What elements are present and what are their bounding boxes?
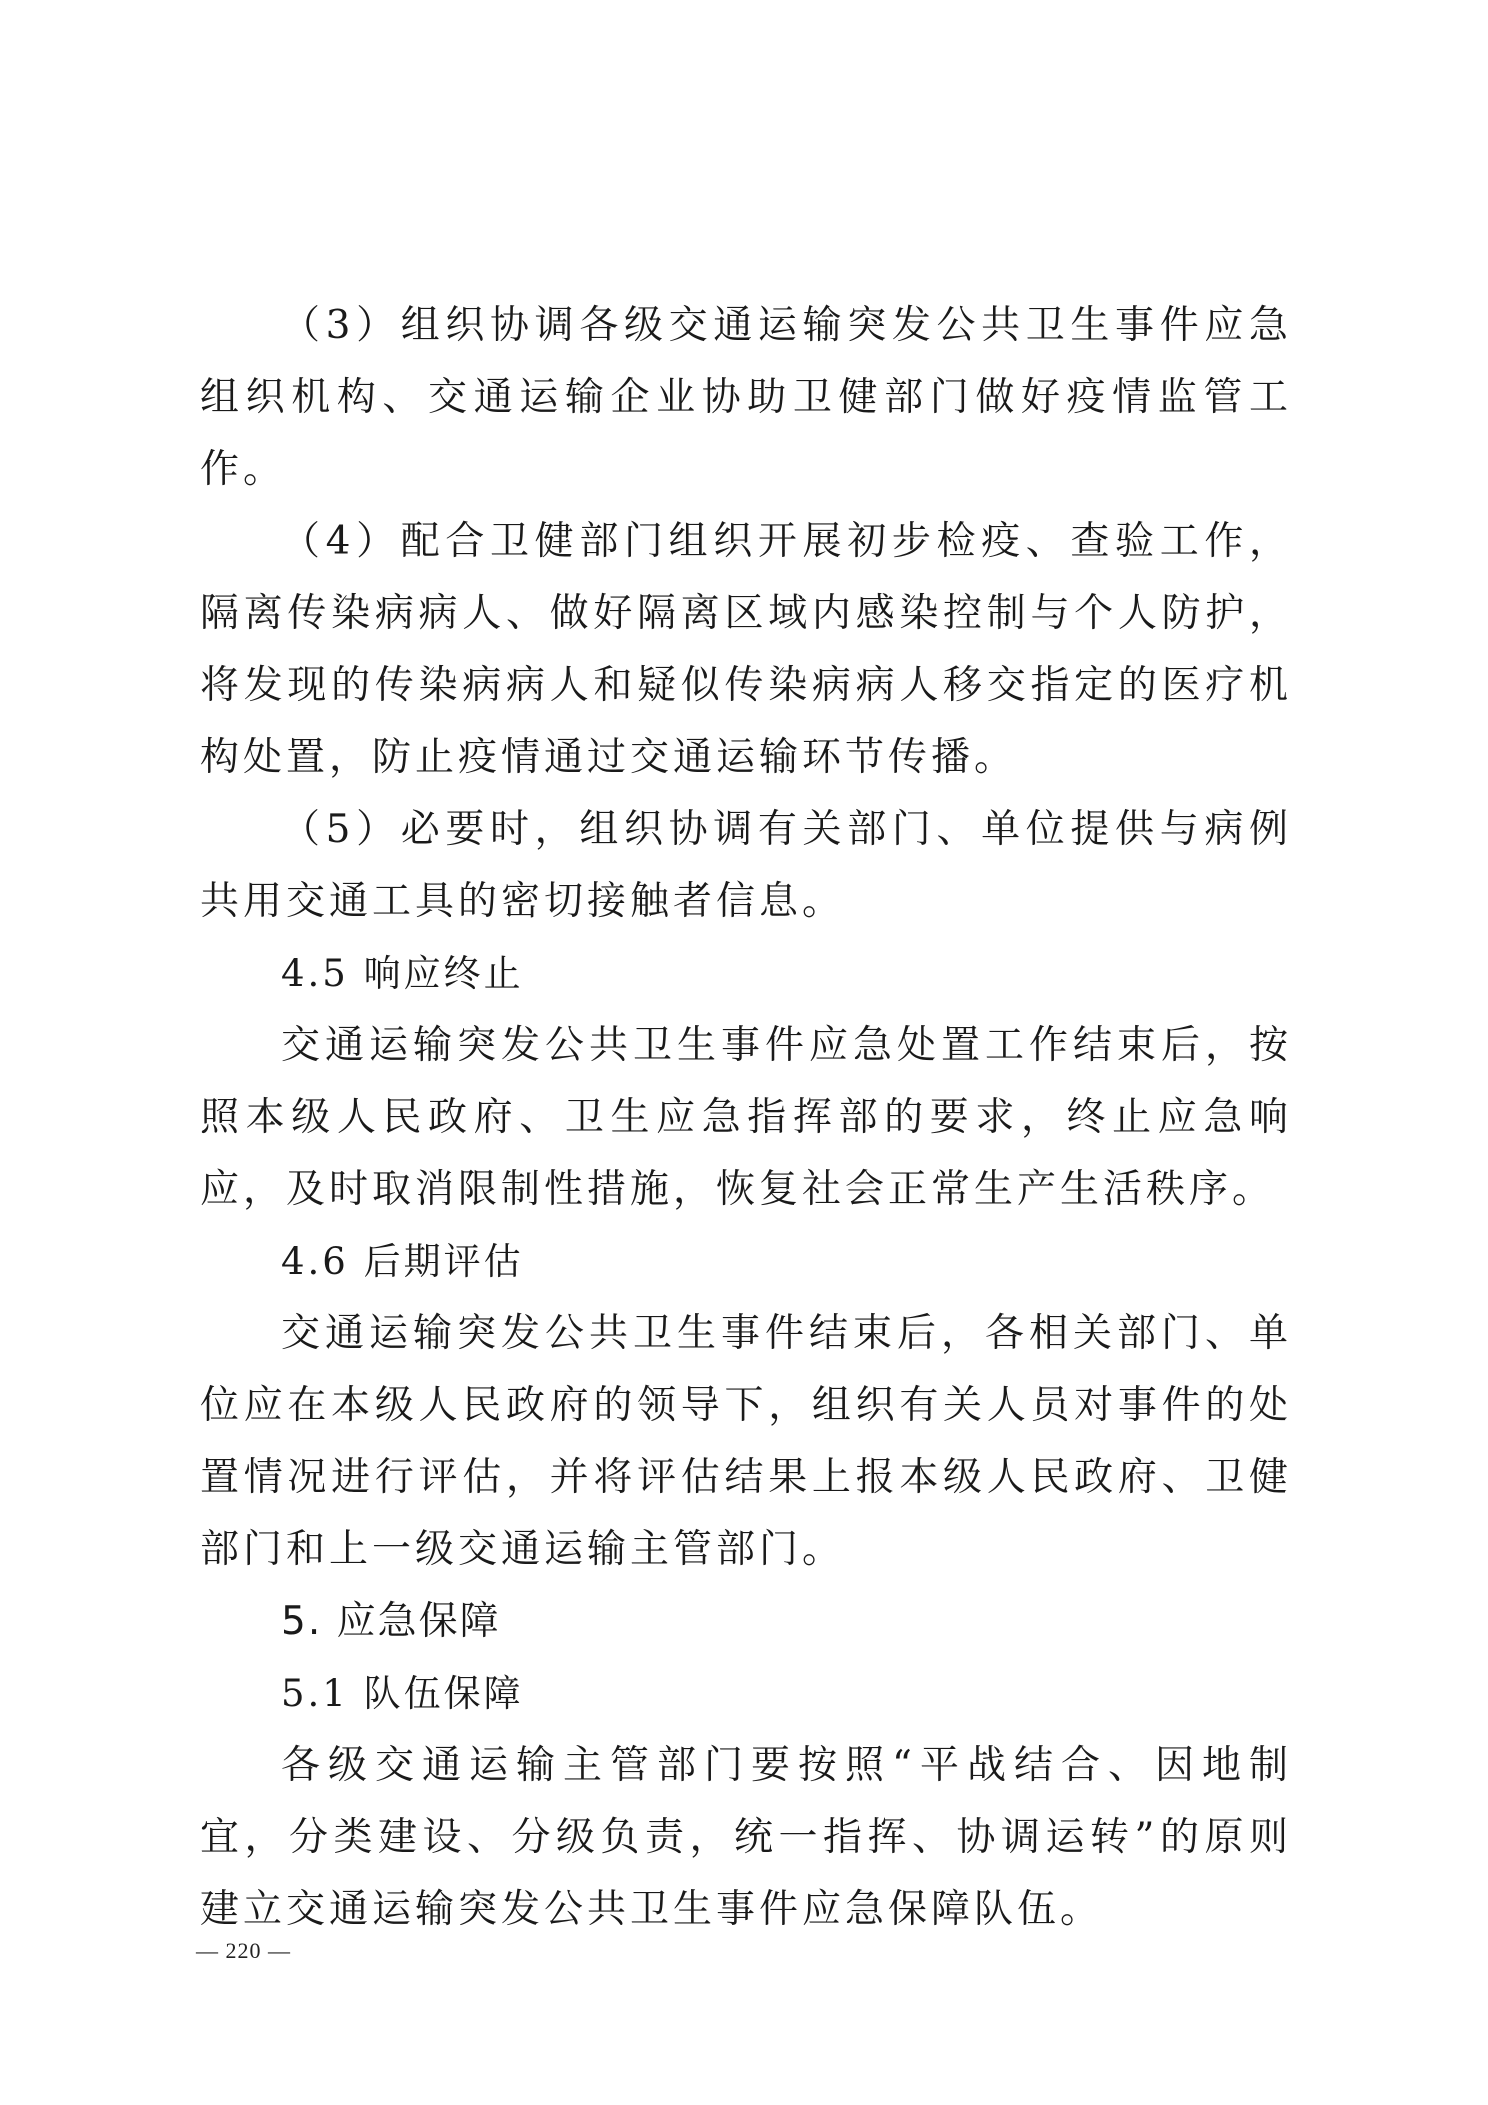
- document-body: [200, 290, 1292, 1946]
- section-heading-5-1: 5.1 队伍保障: [281, 1672, 524, 1715]
- section-heading-5: 5. 应急保障: [281, 1599, 501, 1644]
- paragraph-item-5: （5）必要时，组织协调有关部门、单位提供与病例共用交通工具的密切接触者信息。: [200, 807, 1292, 924]
- section-heading-4-6: 4.6 后期评估: [281, 1240, 524, 1283]
- paragraph-item-3: （3）组织协调各级交通运输突发公共卫生事件应急组织机构、交通运输企业协助卫健部门做好疫情监管工作。: [200, 303, 1292, 492]
- paragraph-item-4: （4）配合卫健部门组织开展初步检疫、查验工作，隔离传染病病人、做好隔离区域内感染控制与个人防护，将发现的传染病病人和疑似传染病病人移交指定的医疗机构处置，防止疫情通过交通运输环节传播。: [200, 519, 1292, 780]
- section-heading-4-5: 4.5 响应终止: [281, 952, 524, 995]
- page-number: — 220 —: [196, 1938, 291, 1963]
- paragraph-post-evaluation: 交通运输突发公共卫生事件结束后，各相关部门、单位应在本级人民政府的领导下，组织有关人员对事件的处置情况进行评估，并将评估结果上报本级人民政府、卫健部门和上一级交通运输主管部门。: [200, 1311, 1292, 1572]
- paragraph-response-termination: 交通运输突发公共卫生事件应急处置工作结束后，按照本级人民政府、卫生应急指挥部的要求，终止应急响应，及时取消限制性措施，恢复社会正常生产生活秩序。: [200, 1023, 1292, 1212]
- paragraph-team-support: 各级交通运输主管部门要按照“平战结合、因地制宜，分类建设、分级负责，统一指挥、协调运转”的原则建立交通运输突发公共卫生事件应急保障队伍。: [200, 1743, 1292, 1932]
